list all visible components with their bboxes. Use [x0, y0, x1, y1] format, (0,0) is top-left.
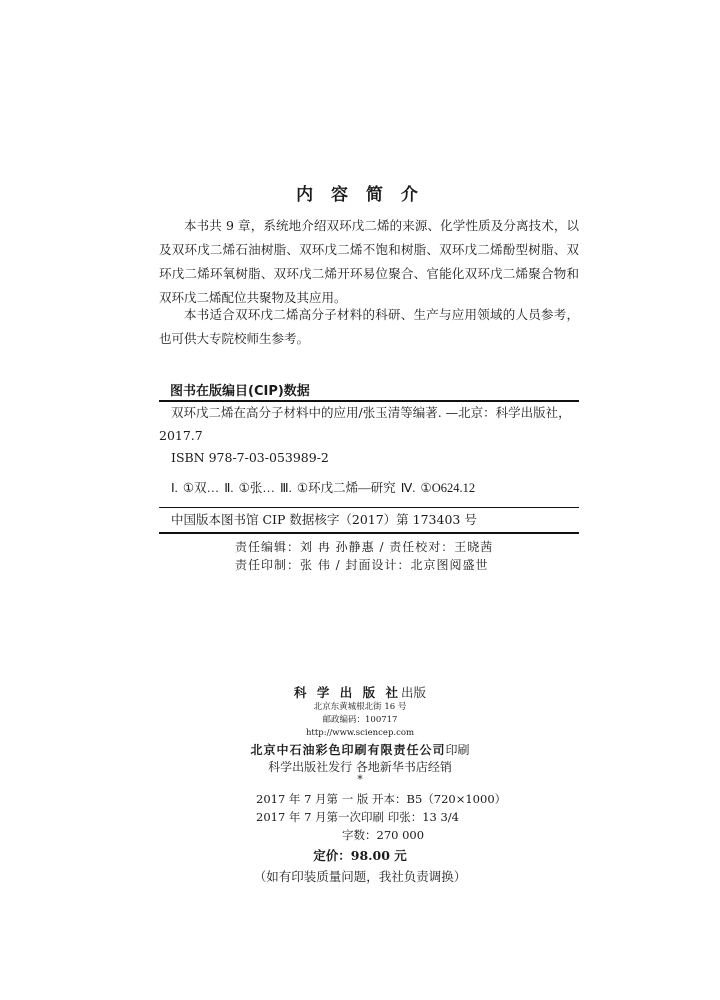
publisher-suffix: 出版: [400, 685, 426, 700]
page-title: 内 容 简 介: [296, 185, 424, 205]
edition-info: 2017 年 7 月第 一 版 开本：B5（720×1000）: [256, 792, 507, 806]
intro-paragraph-1-text: 本书共 9 章，系统地介绍双环戊二烯的来源、化学性质及分离技术，以及双环戊二烯石油树脂、双环戊二烯不饱和树脂、双环戊二烯酚型树脂、双环戊二烯环氧树脂、双环戊二烯开环易位聚合、官能化双环戊二烯聚合物和双环戊二烯配位共聚物及其应用。: [159, 218, 579, 305]
cip-record-number: 中国版本图书馆 CIP 数据核字（2017）第 173403 号: [171, 512, 477, 527]
cip-classification: Ⅰ. ①双… Ⅱ. ①张… Ⅲ. ①环戊二烯—研究 Ⅳ. ①O624.12: [171, 481, 476, 495]
separator-star: *: [357, 773, 363, 786]
publisher-address: 北京东黄城根北街 16 号: [313, 702, 407, 712]
printer-line: [0, 741, 720, 758]
printer-name: 北京中石油彩色印刷有限责任公司: [250, 743, 446, 757]
distribution-line: 科学出版社发行 各地新华书店经销: [268, 760, 452, 774]
printer-suffix: 印刷: [445, 743, 470, 757]
price: 定价：98.00 元: [313, 848, 407, 863]
quality-notice: （如有印装质量问题，我社负责调换）: [253, 869, 467, 884]
staff-editors: 责任编辑：刘 冉 孙静惠 / 责任校对：王晓茜: [235, 540, 494, 554]
cip-bottom-rule: [159, 532, 579, 534]
intro-paragraph-2: [159, 303, 579, 351]
cip-date-line: 2017.7: [159, 428, 203, 443]
cip-title-line: 双环戊二烯在高分子材料中的应用/张玉清等编著. —北京：科学出版社，: [171, 405, 571, 420]
intro-paragraph-2-text: 本书适合双环戊二烯高分子材料的科研、生产与应用领域的人员参考，也可供大专院校师生参考。: [159, 307, 579, 346]
publisher-website: http://www.sciencep.com: [305, 728, 415, 738]
publisher-postcode: 邮政编码：100717: [322, 715, 398, 725]
staff-production: 责任印制：张 伟 / 封面设计：北京图阅盛世: [235, 558, 489, 572]
cip-top-rule: [159, 400, 579, 402]
cip-isbn: ISBN 978-7-03-053989-2: [171, 450, 329, 465]
cip-middle-rule: [159, 507, 579, 508]
printing-info: 2017 年 7 月第一次印刷 印张：13 3/4: [256, 810, 460, 824]
word-count: 字数：270 000: [342, 828, 425, 842]
publisher-name: 科 学 出 版 社: [294, 685, 401, 700]
intro-paragraph-1: [159, 214, 579, 310]
publisher-line: [0, 683, 720, 701]
cip-heading: 图书在版编目(CIP)数据: [170, 384, 310, 399]
